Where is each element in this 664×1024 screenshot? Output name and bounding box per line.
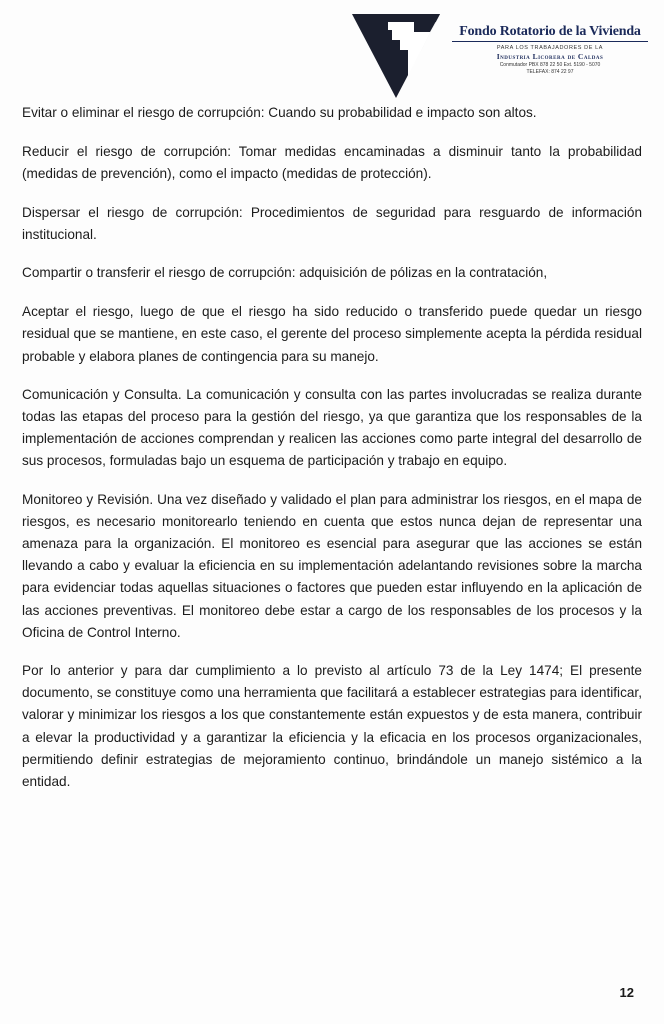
paragraph-conclusion: Por lo anterior y para dar cumplimiento a lo previsto al artículo 73 de la Ley 1474; El presente documento, se constituye como una herramienta que facilitará a establecer estrategias para identificar, valorar y minimizar los riesgos a los que constantemente están expuestos y de esta manera, contribuir a elevar la productividad y a garantizar la eficiencia y la eficacia en los procesos organizacionales, permitiendo definir estrategias de mejoramiento continuo, brindándole un manejo sistémico a la entidad.	[22, 663, 642, 790]
paragraph-monitoreo: Monitoreo y Revisión. Una vez diseñado y validado el plan para administrar los riesgos, en el mapa de riesgos, es necesario monitorearlo teniendo en cuenta que estos nunca dejan de representar una amenaza para la organización. El monitoreo es esencial para asegurar que las acciones se están llevando a cabo y evaluar la eficiencia en su implementación adelantando revisiones sobre la marcha para evidenciar todas aquellas situaciones o factores que pueden estar influyendo en la aplicación de las acciones preventivas. El monitoreo debe estar a cargo de los responsables de los procesos y la Oficina de Control Interno.	[22, 491, 642, 640]
organization-contact-phone: Conmutador PBX 878 22 50 Ext. 5190 - 5070	[499, 62, 601, 68]
paragraph-dispersar: Dispersar el riesgo de corrupción: Procedimientos de seguridad para resguardo de información institucional.	[22, 204, 642, 242]
page-number: 12	[619, 985, 634, 1000]
paragraph-compartir: Compartir o transferir el riesgo de corrupción: adquisición de pólizas en la contratación,	[22, 265, 548, 281]
document-body	[22, 102, 642, 809]
organization-subtitle: PARA LOS TRABAJADORES DE LA	[496, 45, 604, 51]
organization-block	[452, 24, 648, 75]
paragraph-comunicacion: Comunicación y Consulta. La comunicación y consulta con las partes involucradas se realiza durante todas las etapas del proceso para la gestión del riesgo, ya que garantiza que los responsables de la implementación de acciones comprendan y realicen las acciones como parte integral del desarrollo de sus procesos, formuladas bajo un esquema de participación y trabajo en equipo.	[22, 386, 642, 469]
paragraph-reducir: Reducir el riesgo de corrupción: Tomar medidas encaminadas a disminuir tanto la probabilidad (medidas de prevención), como el impacto (medidas de protección).	[22, 144, 642, 182]
stepped-v-logo-icon	[348, 10, 444, 100]
paragraph-evitar: Evitar o eliminar el riesgo de corrupción: Cuando su probabilidad e impacto son altos.	[22, 105, 537, 120]
organization-contact-telefax: TELEFAX: 874 22 97	[526, 68, 574, 75]
paragraph-aceptar: Aceptar el riesgo, luego de que el riesgo ha sido reducido o transferido puede quedar un riesgo residual que se mantiene, en este caso, el gerente del proceso simplemente acepta la pérdida residual probable y elabora planes de contingencia para su manejo.	[22, 304, 642, 364]
organization-industry: Industria Licorera de Caldas	[496, 52, 604, 61]
letterhead	[348, 10, 648, 100]
organization-name: Fondo Rotatorio de la Vivienda	[452, 24, 648, 42]
